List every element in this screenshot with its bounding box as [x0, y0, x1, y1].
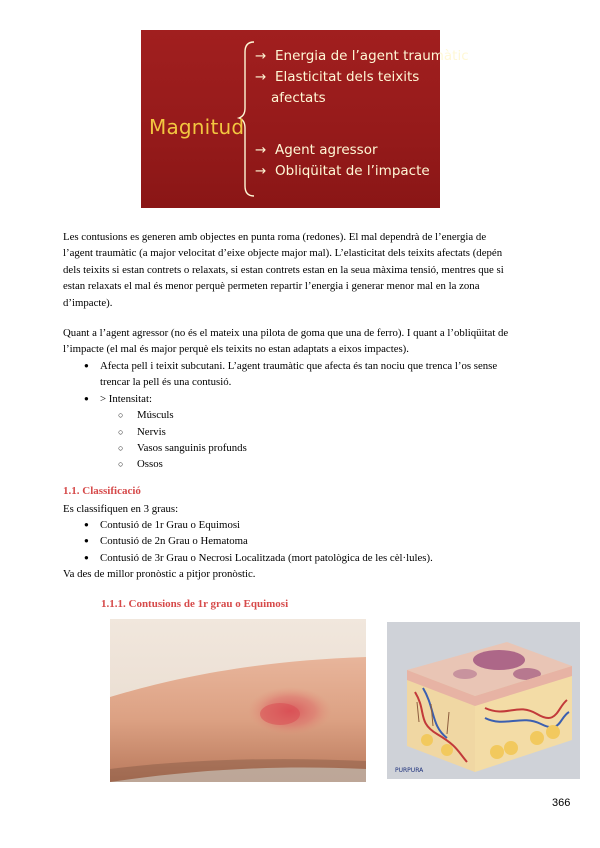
classification-list: [63, 517, 563, 566]
text-line: dels teixits si estan contrets o relaxats, si estan contrets estan en la seua màxima tensió, mentres que si: [63, 263, 504, 276]
list-item-text: ● Afecta pell i teixit subcutani. L’agent traumàtic que afecta és tan nociu que trenca l’os sense: [100, 360, 498, 372]
slide-item: → Energia de l’agent traumàtic: [255, 48, 469, 64]
text-line: Va des de millor pronòstic a pitjor pronòstic.: [63, 568, 256, 580]
text-line: estan relaxats el mal és menor perquè permeten repartir l’energia i generar menor mal en la zona: [63, 280, 480, 293]
list-item: ● Contusió de 1r Grau o Equimosi: [63, 517, 563, 533]
subsection-heading: 1.1.1. Contusions de 1r grau o Equimosi: [101, 598, 289, 610]
slide-item: → Elasticitat dels teixits: [255, 69, 420, 85]
sublist-item: ○ Ossos: [100, 456, 563, 472]
sublist-item: ○ Vasos sanguinis profunds: [100, 440, 563, 456]
list-item: ● Contusió de 3r Grau o Necrosi Localitzada (mort patològica de les cèl·lules).: [63, 550, 563, 566]
paragraph-agent: [63, 325, 563, 358]
slide-title: Magnitud: [149, 115, 245, 139]
purpura-label: PURPURA: [395, 767, 424, 774]
text-line: Es classifiquen en 3 graus:: [63, 503, 179, 515]
list-item-text: trencar la pell és una contusió.: [100, 376, 232, 389]
sublist-item: ○ Nervis: [100, 424, 563, 440]
effects-list: [63, 358, 563, 473]
skin-layers-illustration: [387, 622, 580, 779]
list-item: [63, 391, 563, 473]
slide-item: → Obliqüitat de l’impacte: [255, 163, 430, 179]
slide-item: → Agent agressor: [255, 142, 378, 158]
intensity-sublist: [100, 407, 563, 473]
page-number: 366: [552, 797, 571, 809]
list-item: ● Contusió de 2n Grau o Hematoma: [63, 533, 563, 549]
text-line: Les contusions es generen amb objectes en punta roma (redones). El mal dependrà de l’energia de: [63, 231, 487, 243]
list-item: [63, 358, 563, 391]
paragraph-energy: [63, 229, 563, 311]
section-outro: [63, 566, 563, 582]
sublist-item: ○ Músculs: [100, 407, 563, 423]
text-line: d’impacte).: [63, 296, 113, 309]
text-line: l’impacte (el mal és major perquè els teixits no estan adaptats a eixos impactes).: [63, 343, 409, 356]
text-line: Quant a l’agent agressor (no és el mateix una pilota de goma que una de ferro). I quant a l’obliqüitat de: [63, 327, 509, 339]
list-item-text: ● > Intensitat:: [100, 392, 152, 405]
section-intro: [63, 501, 563, 517]
arm-bruise-photo: [110, 619, 366, 782]
slide-item-continuation: afectats: [271, 90, 326, 106]
text-line: l’agent traumàtic (a major velocitat d’eixe objecte major mal). L’elasticitat dels teixits afectats (depén: [63, 247, 503, 260]
section-heading: 1.1. Classificació: [63, 485, 141, 497]
magnitud-slide: [141, 30, 469, 208]
